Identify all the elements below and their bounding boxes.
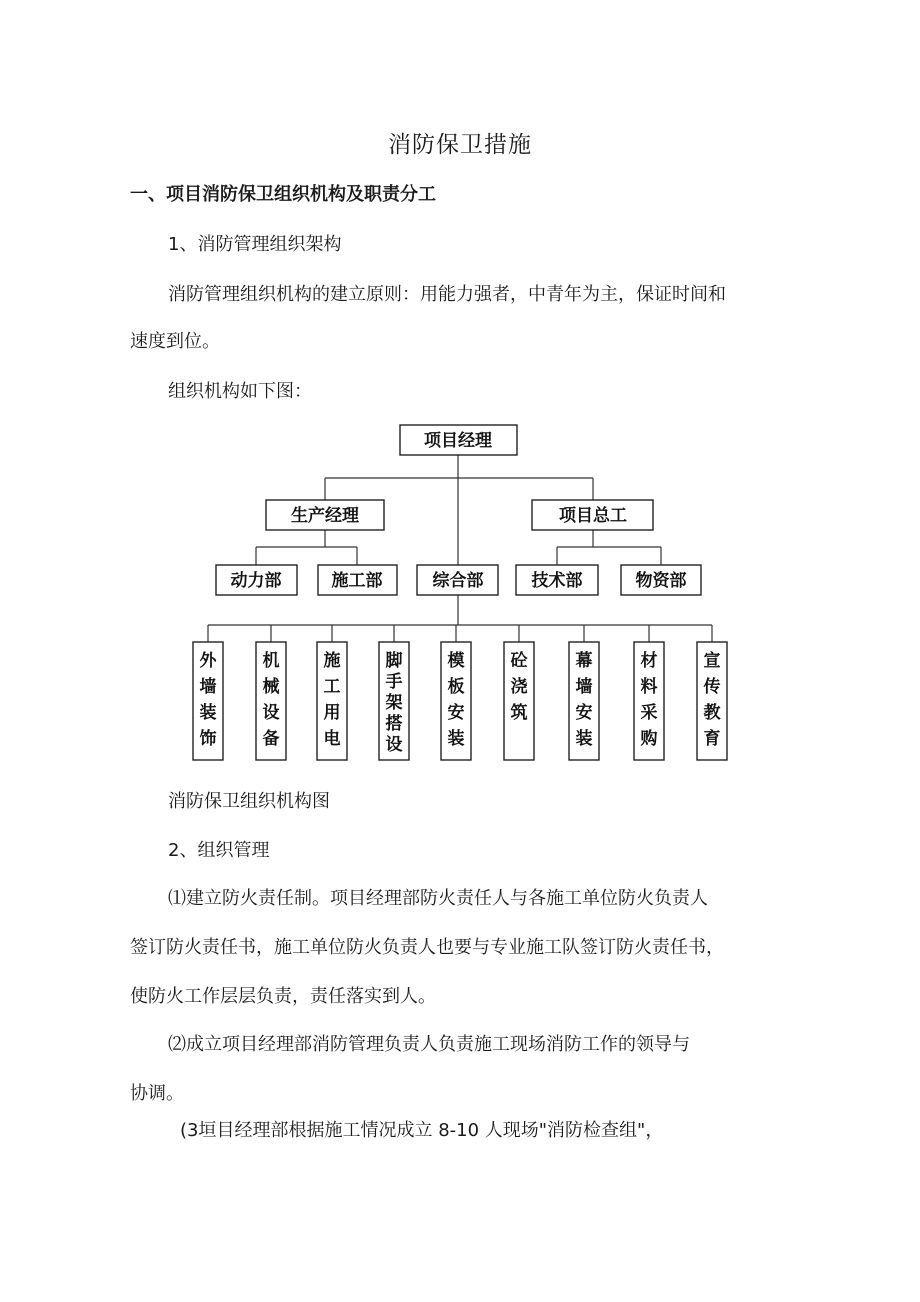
org-label-l4: 外墙装饰 <box>199 651 217 749</box>
org-label-l4: 模板安装 <box>447 651 465 749</box>
list-item-line: ⑵成立项目经理部消防管理负责人负责施工现场消防工作的领导与 <box>168 1034 690 1055</box>
org-node-level4 <box>697 642 727 760</box>
org-label-l3: 综合部 <box>432 571 484 591</box>
org-node-level4 <box>379 642 409 760</box>
org-label-l3: 物资部 <box>635 571 687 591</box>
paragraph-line: 速度到位。 <box>130 331 220 352</box>
org-node-level4 <box>569 642 599 760</box>
section-heading: 一、项目消防保卫组织机构及职责分工 <box>130 184 436 205</box>
paragraph-line: 消防管理组织机构的建立原则：用能力强者，中青年为主，保证时间和 <box>168 284 726 305</box>
org-label-top: 项目经理 <box>424 431 492 451</box>
org-node-materials-dept <box>621 565 701 595</box>
page-title: 消防保卫措施 <box>388 132 532 158</box>
chart-intro: 组织机构如下图： <box>168 381 312 402</box>
list-item-line: (3垣目经理部根据施工情况成立 8-10 人现场"消防检查组"， <box>180 1120 664 1141</box>
org-node-level4 <box>317 642 347 760</box>
org-label-l2: 生产经理 <box>291 506 359 526</box>
org-label-l3: 动力部 <box>230 571 282 591</box>
subheading-2: 2、组织管理 <box>168 840 270 861</box>
org-label-l3: 施工部 <box>331 571 383 591</box>
org-node-construction-dept <box>318 565 397 595</box>
org-label-l2: 项目总工 <box>559 506 627 526</box>
org-label-l4: 宣传教育 <box>703 651 721 749</box>
org-label-l4: 脚手架搭设 <box>385 651 403 755</box>
chart-caption: 消防保卫组织机构图 <box>168 791 330 812</box>
org-label-l4: 施工用电 <box>323 651 341 749</box>
org-node-level4 <box>634 642 664 760</box>
org-node-level4 <box>441 642 471 760</box>
org-level4 <box>193 642 727 760</box>
org-node-production-manager <box>266 500 384 530</box>
list-item-line: 签订防火责任书，施工单位防火负责人也要与专业施工队签订防火责任书， <box>130 937 724 958</box>
list-item-line: ⑴建立防火责任制。项目经理部防火责任人与各施工单位防火负责人 <box>168 888 708 909</box>
org-node-level4 <box>256 642 286 760</box>
subheading-1: 1、消防管理组织架构 <box>168 234 342 255</box>
org-label-l4: 机械设备 <box>262 651 280 749</box>
list-item-line: 协调。 <box>130 1083 184 1104</box>
org-node-general-dept <box>417 565 498 595</box>
org-node-top <box>400 425 517 455</box>
org-node-tech-dept <box>516 565 598 595</box>
org-node-chief-engineer <box>532 500 653 530</box>
org-node-level4 <box>504 642 534 760</box>
org-label-l4: 材料采购 <box>640 651 658 749</box>
list-item-line: 使防火工作层层负责，责任落实到人。 <box>130 986 436 1007</box>
org-label-l3: 技术部 <box>531 571 583 591</box>
org-node-level4 <box>193 642 223 760</box>
org-label-l4: 砼浇筑 <box>510 651 528 723</box>
org-node-power-dept <box>216 565 297 595</box>
org-label-l4: 幕墙安装 <box>575 651 593 749</box>
